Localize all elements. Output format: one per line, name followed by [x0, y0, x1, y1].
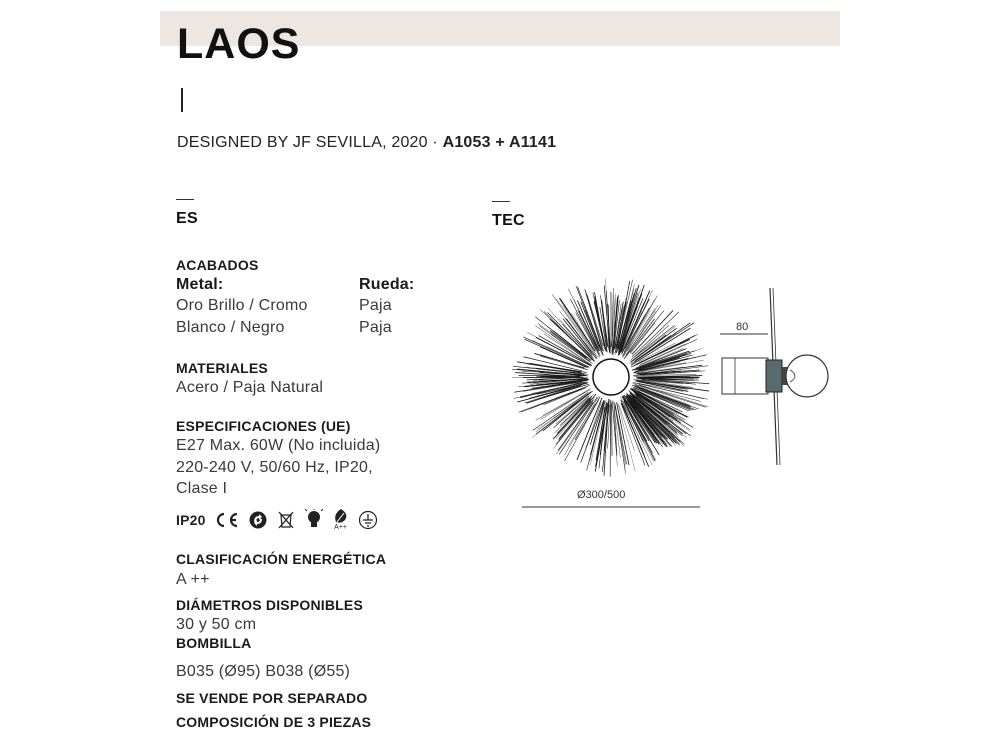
ce-mark-icon: [214, 511, 240, 529]
section-dash-tec: [492, 201, 510, 202]
section-dash-es: [176, 199, 194, 200]
section-label-es: ES: [176, 210, 198, 227]
led-bulb-icon: [304, 509, 324, 531]
diameter-label: Ø300/500: [577, 489, 626, 501]
designer-text: DESIGNED BY JF SEVILLA, 2020 ·: [177, 134, 443, 151]
se-vende-note: SE VENDE POR SEPARADO: [176, 690, 368, 706]
finish-metal-1: Oro Brillo / Cromo: [176, 297, 308, 314]
especificaciones-heading: ESPECIFICACIONES (UE): [176, 418, 351, 434]
bombilla-heading: BOMBILLA: [176, 635, 252, 651]
recycle-icon: [248, 510, 268, 530]
materiales-value: Acero / Paja Natural: [176, 379, 324, 396]
dimension-lines: [480, 270, 1000, 530]
side-view-drawing: [722, 288, 828, 465]
depth-label: 80: [736, 321, 749, 333]
ground-icon: [358, 510, 378, 530]
spec-line-3: Clase I: [176, 480, 228, 497]
section-label-tec: TEC: [492, 212, 525, 229]
materiales-heading: MATERIALES: [176, 360, 268, 376]
clasificacion-value: A ++: [176, 571, 210, 588]
product-codes: A1053 + A1141: [442, 134, 557, 151]
spec-line-1: E27 Max. 60W (No incluida): [176, 437, 381, 454]
energy-sub-label: A++: [334, 524, 348, 531]
ip20-label: IP20: [176, 512, 206, 528]
diametros-heading: DIÁMETROS DISPONIBLES: [176, 597, 363, 613]
finish-rueda-1: Paja: [359, 297, 392, 314]
rueda-label: Rueda:: [359, 276, 415, 293]
energy-leaf-icon: [332, 508, 350, 532]
spec-line-2: 220-240 V, 50/60 Hz, IP20,: [176, 459, 373, 476]
diametros-value: 30 y 50 cm: [176, 616, 257, 633]
finish-metal-2: Blanco / Negro: [176, 319, 285, 336]
metal-label: Metal:: [176, 276, 224, 293]
designer-line: [177, 134, 556, 152]
crossed-bin-icon: [276, 510, 296, 530]
clasificacion-heading: CLASIFICACIÓN ENERGÉTICA: [176, 551, 387, 567]
title-divider: [181, 88, 183, 112]
bombilla-value: B035 (Ø95) B038 (Ø55): [176, 663, 351, 680]
composicion-note: COMPOSICIÓN DE 3 PIEZAS: [176, 714, 372, 730]
acabados-heading: ACABADOS: [176, 257, 259, 273]
certification-icons: [176, 509, 378, 531]
finish-rueda-2: Paja: [359, 319, 392, 336]
product-title: LAOS: [177, 20, 301, 68]
